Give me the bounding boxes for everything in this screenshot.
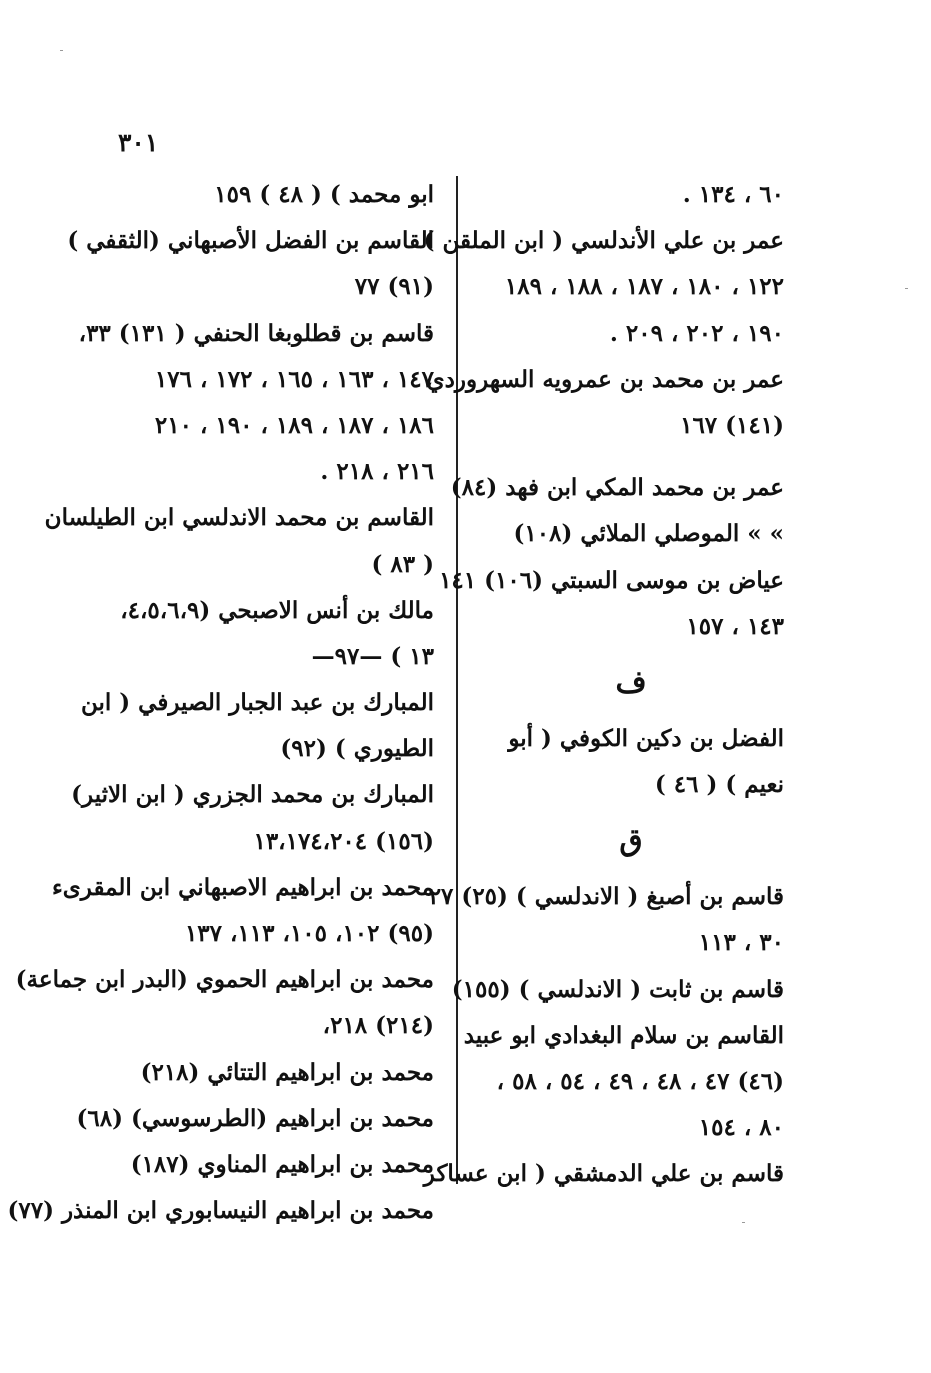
index-line: قاسم بن أصبغ ( الاندلسي ) (٢٥) ٢٧ <box>428 883 784 911</box>
index-line: قاسم بن علي الدمشقي ( ابن عساكر <box>423 1160 784 1188</box>
index-line: نعيم ) ( ٤٦ ) <box>654 771 784 799</box>
index-line: الفضل بن دكين الكوفي ( أبو <box>508 724 784 752</box>
index-line: ٦٠ ، ١٣٤ . <box>682 181 784 208</box>
index-line: عياض بن موسى السبتي (١٠٦) ١٤١ <box>439 566 784 594</box>
index-line: (٩١) ٧٧ <box>354 273 434 301</box>
index-line: (١٤١) ١٦٧ <box>680 411 784 439</box>
index-line: » » الموصلي الملائي (١٠٨) <box>513 520 784 548</box>
index-column-right <box>423 172 784 1198</box>
section-letter-fa: ف <box>615 664 647 700</box>
index-line: القاسم بن محمد الاندلسي ابن الطيلسان <box>44 504 434 532</box>
index-line: ٢١٦ ، ٢١٨ . <box>320 458 434 486</box>
index-line: ١٩٠ ، ٢٠٢ ، ٢٠٩ . <box>609 319 784 347</box>
index-line: ١٨٦ ، ١٨٧ ، ١٨٩ ، ١٩٠ ، ٢١٠ <box>154 411 434 439</box>
index-line: (٤٦) ٤٧ ، ٤٨ ، ٤٩ ، ٥٤ ، ٥٨ ، <box>496 1068 784 1095</box>
spacer <box>478 449 784 465</box>
index-line: مالك بن أنس الاصبحي (٤،٥،٦،٩، <box>120 596 434 624</box>
index-line: عمر بن علي الأندلسي ( ابن الملقن ) <box>423 227 784 255</box>
column-divider <box>456 176 458 1184</box>
index-line: المبارك بن محمد الجزري ( ابن الاثير) <box>71 781 434 809</box>
index-line: قاسم بن ثابت ( الاندلسي ) (١٥٥) <box>451 975 784 1003</box>
index-line: (٢١٤) ٢١٨، <box>322 1012 434 1040</box>
index-line: ( ٨٣ ) <box>371 550 434 578</box>
index-line: ١٢٢ ، ١٨٠ ، ١٨٧ ، ١٨٨ ، ١٨٩ <box>504 273 784 301</box>
index-line: محمد بن ابراهيم التتائي (٢١٨) <box>140 1058 434 1086</box>
index-line: قاسم بن قطلوبغا الحنفي ( ١٣١) ٣٣، <box>78 319 434 347</box>
index-line: محمد بن ابراهيم المناوي (١٨٧) <box>130 1150 434 1178</box>
index-line: ١٤٣ ، ١٥٧ <box>686 612 784 640</box>
index-line: القاسم بن سلام البغدادي ابو عبيد <box>463 1021 784 1049</box>
scan-speck <box>60 50 63 51</box>
index-line: محمد بن ابراهيم الاصبهاني ابن المقرىء <box>51 873 434 901</box>
index-line: ٨٠ ، ١٥٤ <box>698 1114 784 1142</box>
scan-speck <box>742 1222 745 1223</box>
index-line: عمر بن محمد بن عمرويه السهروردي <box>426 365 784 393</box>
index-line: (١٥٦) ١٣،١٧٤،٢٠٤ <box>253 827 434 855</box>
index-column-left <box>7 172 434 1234</box>
index-line: المبارك بن عبد الجبار الصيرفي ( ابن <box>80 689 434 717</box>
index-line: ابو محمد ) ( ٤٨ ) ١٥٩ <box>214 181 434 208</box>
index-line: محمد بن ابراهيم (الطرسوسي) (٦٨) <box>76 1104 434 1132</box>
index-line: محمد بن ابراهيم الحموي (البدر ابن جماعة) <box>15 966 434 994</box>
page-number: ٣٠١ <box>118 128 159 157</box>
index-line: محمد بن ابراهيم النيسابوري ابن المنذر (٧٧) <box>7 1197 434 1225</box>
index-line: الطيوري ) (٩٢) <box>280 735 434 763</box>
index-line: ١٣ ) —٩٧— <box>311 642 434 670</box>
scan-speck <box>905 288 908 289</box>
index-line: القاسم بن الفضل الأصبهاني (الثقفي ) <box>67 227 434 255</box>
section-letter-qaf: ق <box>619 823 643 859</box>
index-line: عمر بن محمد المكي ابن فهد (٨٤) <box>450 474 784 502</box>
index-line: ٣٠ ، ١١٣ <box>698 929 784 957</box>
index-line: (٩٥) ١٠٢، ١٠٥، ١١٣، ١٣٧ <box>184 920 434 947</box>
index-line: ١٤٧ ، ١٦٣ ، ١٦٥ ، ١٧٢ ، ١٧٦ <box>154 365 434 393</box>
